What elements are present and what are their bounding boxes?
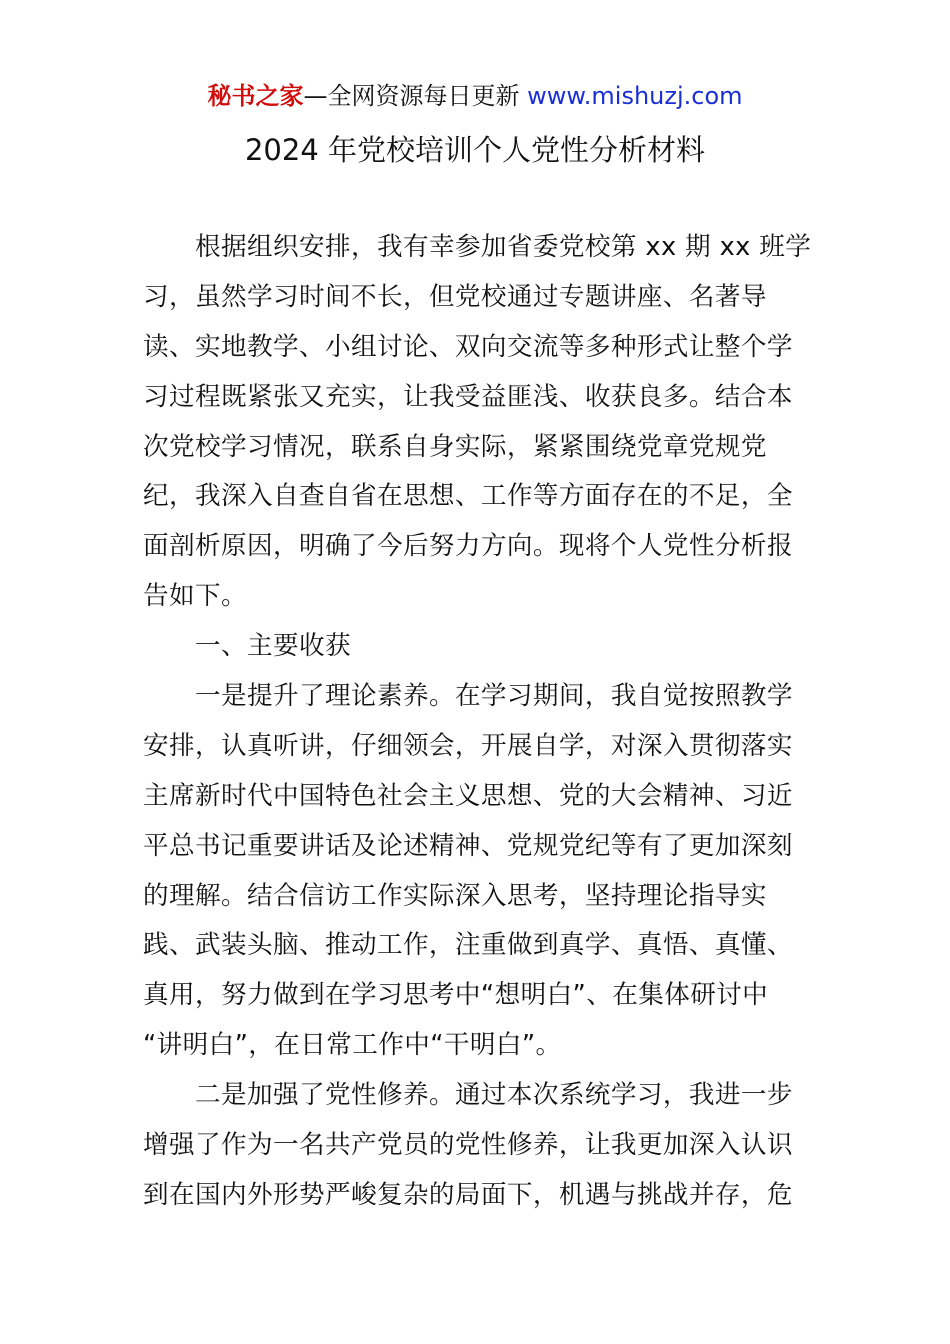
paragraph-line: 次党校学习情况，联系自身实际，紧紧围绕党章党规党 (143, 431, 767, 462)
paragraph-line: 的理解。结合信访工作实际深入思考，坚持理论指导实 (143, 880, 767, 911)
document-title: 2024 年党校培训个人党性分析材料 (244, 133, 706, 167)
paragraph-line: 习，虽然学习时间不长，但党校通过专题讲座、名著导 (143, 281, 767, 312)
paragraph-line: 主席新时代中国特色社会主义思想、党的大会精神、习近 (143, 780, 793, 811)
paragraph-line: 践、武装头脑、推动工作，注重做到真学、真悟、真懂、 (143, 930, 793, 961)
header-tagline: —全网资源每日更新 (303, 82, 528, 110)
paragraph-line: 到在国内外形势严峻复杂的局面下，机遇与挑战并存，危 (143, 1179, 793, 1210)
paragraph-line: 习过程既紧张又充实，让我受益匪浅、收获良多。结合本 (143, 381, 793, 412)
brand-name: 秘书之家 (207, 82, 304, 110)
document-body (143, 226, 811, 1224)
paragraph-line: 一是提升了理论素养。在学习期间，我自觉按照教学 (195, 681, 793, 712)
site-url-link[interactable]: www.mishuzj.com (527, 82, 743, 110)
paragraph-line: 二是加强了党性修养。通过本次系统学习，我进一步 (195, 1080, 793, 1111)
paragraph-line: 真用，努力做到在学习思考中“想明白”、在集体研讨中 (143, 980, 769, 1011)
paragraph-line: 根据组织安排，我有幸参加省委党校第 xx 期 xx 班学 (195, 232, 812, 262)
site-header (0, 80, 950, 112)
paragraph-line: 增强了作为一名共产党员的党性修养，让我更加深入认识 (143, 1130, 793, 1161)
paragraph-line: “讲明白”，在日常工作中“干明白”。 (143, 1030, 562, 1061)
paragraph-line: 纪，我深入自查自省在思想、工作等方面存在的不足，全 (143, 481, 793, 512)
paragraph-line: 安排，认真听讲，仔细领会，开展自学，对深入贯彻落实 (143, 730, 793, 761)
section-heading: 一、主要收获 (195, 631, 351, 662)
paragraph-line: 告如下。 (143, 581, 247, 612)
paragraph-line: 面剖析原因，明确了今后努力方向。现将个人党性分析报 (143, 531, 793, 562)
paragraph-line: 平总书记重要讲话及论述精神、党规党纪等有了更加深刻 (143, 830, 793, 861)
paragraph-line: 读、实地教学、小组讨论、双向交流等多种形式让整个学 (143, 331, 793, 362)
